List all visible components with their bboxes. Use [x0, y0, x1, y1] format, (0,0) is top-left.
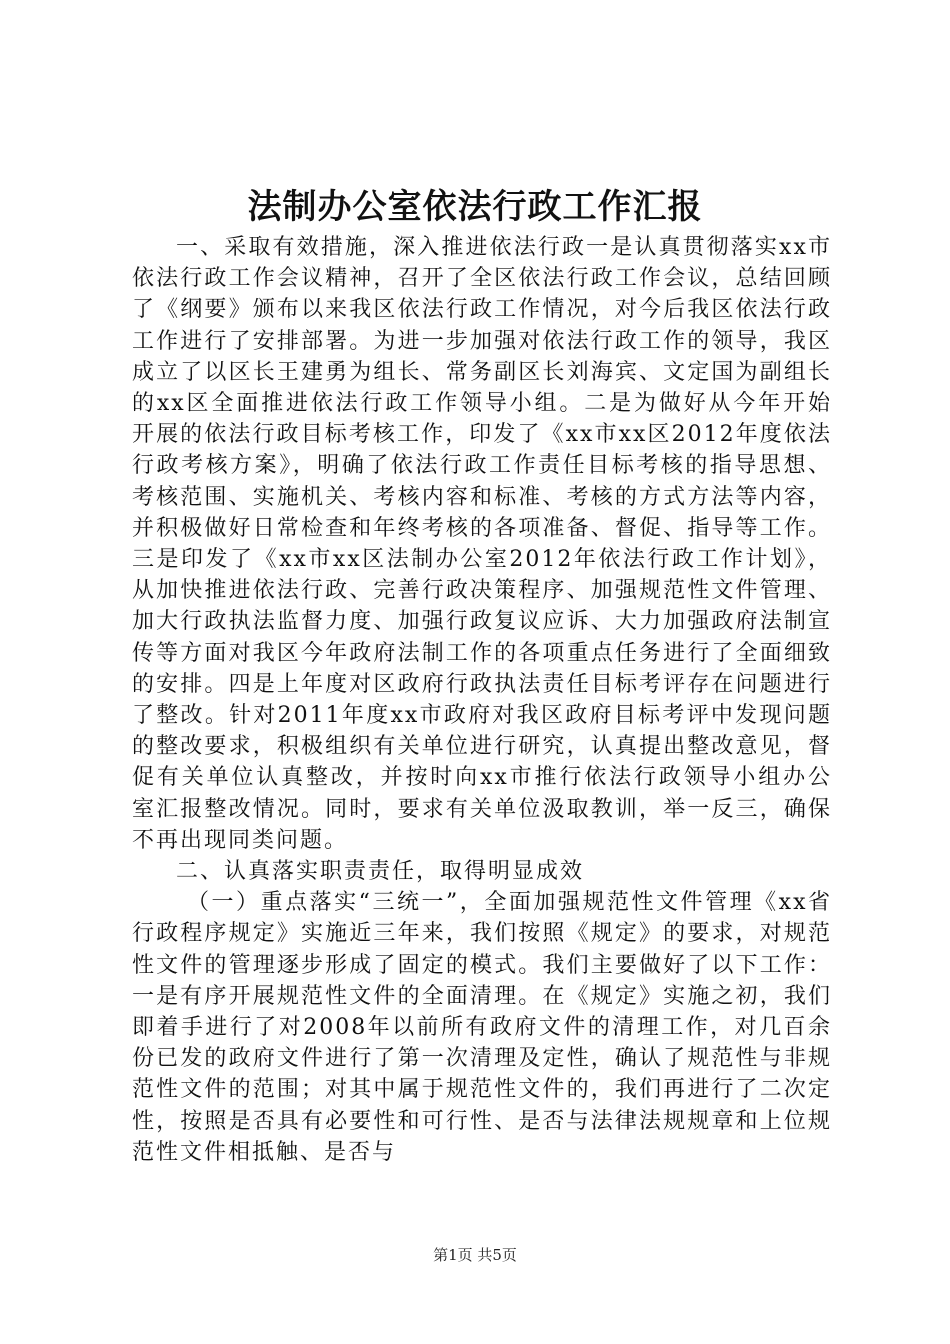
document-body	[132, 232, 832, 1168]
paragraph-subsection-one: （一）重点落实“三统一”，全面加强规范性文件管理《xx省行政程序规定》实施近三年来，我们按照《规定》的要求，对规范性文件的管理逐步形成了固定的模式。我们主要做好了以下工作：一是有序开展规范性文件的全面清理。在《规定》实施之初，我们即着手进行了对2008年以前所有政府文件的清理工作，对几百余份已发的政府文件进行了第一次清理及定性，确认了规范性与非规范性文件的范围；对其中属于规范性文件的，我们再进行了二次定性，按照是否具有必要性和可行性、是否与法律法规规章和上位规范性文件相抵触、是否与	[132, 890, 832, 1165]
page-number-footer: 第1页 共5页	[433, 1246, 517, 1264]
paragraph-section-one: 一、采取有效措施，深入推进依法行政一是认真贯彻落实xx市依法行政工作会议精神，召开了全区依法行政工作会议，总结回顾了《纲要》颁布以来我区依法行政工作情况，对今后我区依法行政工作进行了安排部署。为进一步加强对依法行政工作的领导，我区成立了以区长王建勇为组长、常务副区长刘海宾、文定国为副组长的xx区全面推进依法行政工作领导小组。二是为做好从今年开始开展的依法行政目标考核工作，印发了《xx市xx区2012年度依法行政考核方案》，明确了依法行政工作责任目标考核的指导思想、考核范围、实施机关、考核内容和标准、考核的方式方法等内容，并积极做好日常检查和年终考核的各项准备、督促、指导等工作。三是印发了《xx市xx区法制办公室2012年依法行政工作计划》，从加快推进依法行政、完善行政决策程序、加强规范性文件管理、加大行政执法监督力度、加强行政复议应诉、大力加强政府法制宣传等方面对我区今年政府法制工作的各项重点任务进行了全面细致的安排。四是上年度对区政府行政执法责任目标考评存在问题进行了整改。针对2011年度xx市政府对我区政府目标考评中发现问题的整改要求，积极组织有关单位进行研究，认真提出整改意见，督促有关单位认真整改，并按时向xx市推行依法行政领导小组办公室汇报整改情况。同时，要求有关单位汲取教训，举一反三，确保不再出现同类问题。	[132, 235, 832, 853]
heading-section-two: 二、认真落实职责责任，取得明显成效	[176, 859, 585, 885]
document-title: 法制办公室依法行政工作汇报	[247, 187, 703, 227]
